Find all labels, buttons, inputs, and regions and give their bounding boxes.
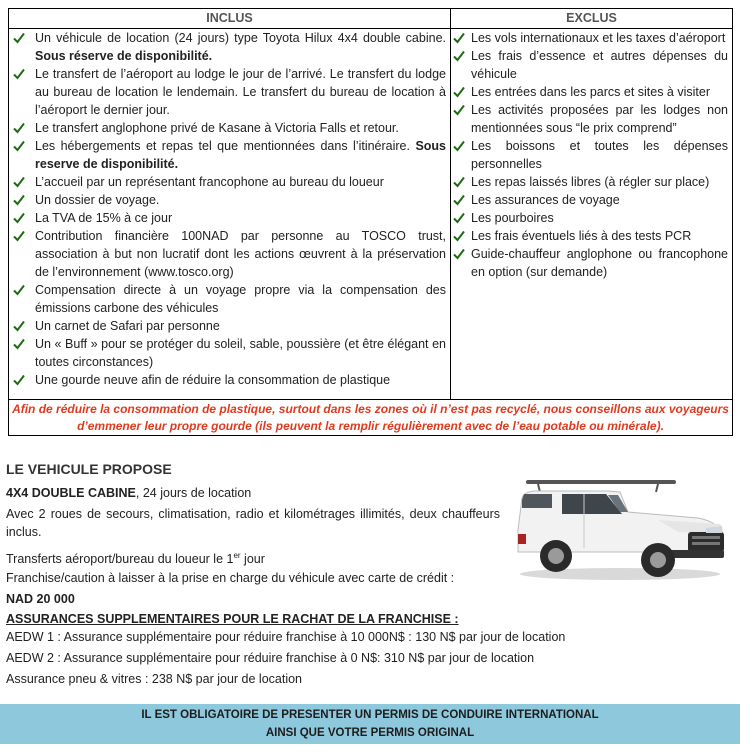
inclus-item-text: Le transfert de l’aéroport au lodge le jour de l’arrivé. Le transfert du lodge au bureau de location le lendemain. Le transfert du bureau de location à l’aéroport le dernier jour. xyxy=(35,67,446,117)
vehicle-transfer xyxy=(6,547,265,568)
inclus-item xyxy=(9,335,446,371)
exclus-item-text: Les boissons et toutes les dépenses personnelles xyxy=(471,139,728,171)
inclus-item xyxy=(9,209,446,227)
exclus-item-text: Les vols internationaux et les taxes d’aéroport xyxy=(471,31,726,45)
check-icon xyxy=(453,245,467,263)
gourde-note: Afin de réduire la consommation de plastique, surtout dans les zones où il n’est pas recyclé, nous conseillons aux voyageurs d’emmener leur propre gourde (ils peuvent la remplir régulièrement avec de l’eau potable ou minérale). xyxy=(9,399,732,436)
inclus-header: INCLUS xyxy=(9,9,450,29)
check-icon xyxy=(13,173,27,191)
insurance-title: ASSURANCES SUPPLEMENTAIRES POUR LE RACHAT DE LA FRANCHISE : xyxy=(6,612,459,626)
exclus-item-text: Les repas laissés libres (à régler sur place) xyxy=(471,175,710,189)
inclus-item xyxy=(9,173,446,191)
exclus-item xyxy=(451,227,728,245)
inclus-item xyxy=(9,227,446,281)
vehicle-transfer-end: jour xyxy=(240,552,265,567)
vehicle-model-name: 4X4 DOUBLE CABINE xyxy=(6,486,136,500)
check-icon xyxy=(13,227,27,245)
check-icon xyxy=(13,335,27,353)
inclus-item-text: Compensation directe à un voyage propre via la compensation des émissions carbone des véhicules xyxy=(35,283,446,315)
exclus-item xyxy=(451,47,728,83)
check-icon xyxy=(13,209,27,227)
check-icon xyxy=(13,137,27,155)
check-icon xyxy=(453,101,467,119)
inclus-item-text: Une gourde neuve afin de réduire la consommation de plastique xyxy=(35,373,391,387)
check-icon xyxy=(453,47,467,65)
exclus-item xyxy=(451,191,728,209)
license-banner-line2: AINSI QUE VOTRE PERMIS ORIGINAL xyxy=(265,727,475,739)
exclus-item-text: Les entrées dans les parcs et sites à visiter xyxy=(471,85,711,99)
check-icon xyxy=(13,371,27,389)
check-icon xyxy=(13,281,27,299)
inclus-item-text: Contribution financière 100NAD par personne au TOSCO trust, association à but non lucratif dont les actions œuvrent à la préservation de l’environnement (www.tosco.org) xyxy=(35,229,446,279)
inclus-item xyxy=(9,65,446,119)
inclusions-table xyxy=(8,8,733,436)
inclus-column xyxy=(9,9,451,399)
check-icon xyxy=(453,137,467,155)
vehicle-model xyxy=(6,484,251,502)
vehicle-deposit-amount: NAD 20 000 xyxy=(6,592,75,606)
insurance-aedw2: AEDW 2 : Assurance supplémentaire pour réduire franchise à 0 N$: 310 N$ par jour de location xyxy=(6,651,535,665)
inclus-item-text: Un « Buff » pour se protéger du soleil, sable, poussière (et être élégant en toutes circonstances) xyxy=(35,337,446,369)
vehicle-transfer-sup: er xyxy=(233,551,241,560)
inclus-item-text: Un dossier de voyage. xyxy=(35,193,160,207)
check-icon xyxy=(453,173,467,191)
check-icon xyxy=(13,191,27,209)
check-icon xyxy=(13,65,27,83)
inclus-item-text: Un véhicule de location (24 jours) type Toyota Hilux 4x4 double cabine. xyxy=(35,31,446,45)
check-icon xyxy=(453,227,467,245)
inclus-item xyxy=(9,137,446,173)
inclus-item-text: Un carnet de Safari par personne xyxy=(35,319,220,333)
insurance-tyres: Assurance pneu & vitres : 238 N$ par jour de location xyxy=(6,672,303,686)
inclus-item xyxy=(9,119,446,137)
pickup-truck-icon xyxy=(508,478,730,582)
vehicle-equipment: Avec 2 roues de secours, climatisation, radio et kilométrages illimités, deux chauffeurs inclus. xyxy=(6,507,500,539)
inclus-item xyxy=(9,281,446,317)
exclus-item-text: Guide-chauffeur anglophone ou francophone en option (sur demande) xyxy=(471,247,728,279)
exclus-item xyxy=(451,29,728,47)
exclus-item-text: Les assurances de voyage xyxy=(471,193,620,207)
exclus-item-text: Les activités proposées par les lodges non mentionnées sous “le prix comprend” xyxy=(471,103,728,135)
license-banner xyxy=(0,704,740,744)
inclus-item xyxy=(9,191,446,209)
inclus-item xyxy=(9,29,446,65)
exclus-item-text: Les frais éventuels liés à des tests PCR xyxy=(471,229,692,243)
inclus-item-text: L’accueil par un représentant francophone au bureau du loueur xyxy=(35,175,384,189)
check-icon xyxy=(13,317,27,335)
insurance-aedw1: AEDW 1 : Assurance supplémentaire pour réduire franchise à 10 000N$ : 130 N$ par jour de location xyxy=(6,630,566,644)
check-icon xyxy=(13,119,27,137)
vehicle-transfer-text: Transferts aéroport/bureau du loueur le 1 xyxy=(6,552,234,567)
inclus-item-note: Sous reserve de disponibilité. xyxy=(35,139,446,171)
exclus-header: EXCLUS xyxy=(451,9,732,29)
vehicle-section-title: LE VEHICULE PROPOSE xyxy=(6,461,172,477)
exclus-item-text: Les pourboires xyxy=(471,211,554,225)
exclus-item xyxy=(451,83,728,101)
vehicle-model-duration: , 24 jours de location xyxy=(135,486,252,500)
inclus-item xyxy=(9,371,446,389)
exclus-item xyxy=(451,137,728,173)
inclus-item-text: Les hébergements et repas tel que mentionnées dans l’itinéraire. xyxy=(35,139,416,153)
inclus-item-note: Sous réserve de disponibilité. xyxy=(35,49,213,63)
exclus-column xyxy=(451,9,732,399)
inclus-item xyxy=(9,317,446,335)
inclus-item-text: La TVA de 15% à ce jour xyxy=(35,211,173,225)
exclus-item-text: Les frais d’essence et autres dépenses du véhicule xyxy=(471,49,728,81)
check-icon xyxy=(13,29,27,47)
exclus-item xyxy=(451,245,728,281)
exclus-item xyxy=(451,209,728,227)
vehicle-photo xyxy=(508,478,730,582)
vehicle-deposit: Franchise/caution à laisser à la prise en charge du véhicule avec carte de crédit : xyxy=(6,571,455,585)
exclus-item xyxy=(451,173,728,191)
check-icon xyxy=(453,83,467,101)
inclus-list xyxy=(9,29,450,389)
exclus-list xyxy=(451,29,732,281)
check-icon xyxy=(453,209,467,227)
check-icon xyxy=(453,29,467,47)
check-icon xyxy=(453,191,467,209)
inclus-item-text: Le transfert anglophone privé de Kasane à Victoria Falls et retour. xyxy=(35,121,399,135)
exclus-item xyxy=(451,101,728,137)
license-banner-line1: IL EST OBLIGATOIRE DE PRESENTER UN PERMIS DE CONDUIRE INTERNATIONAL xyxy=(141,709,599,721)
